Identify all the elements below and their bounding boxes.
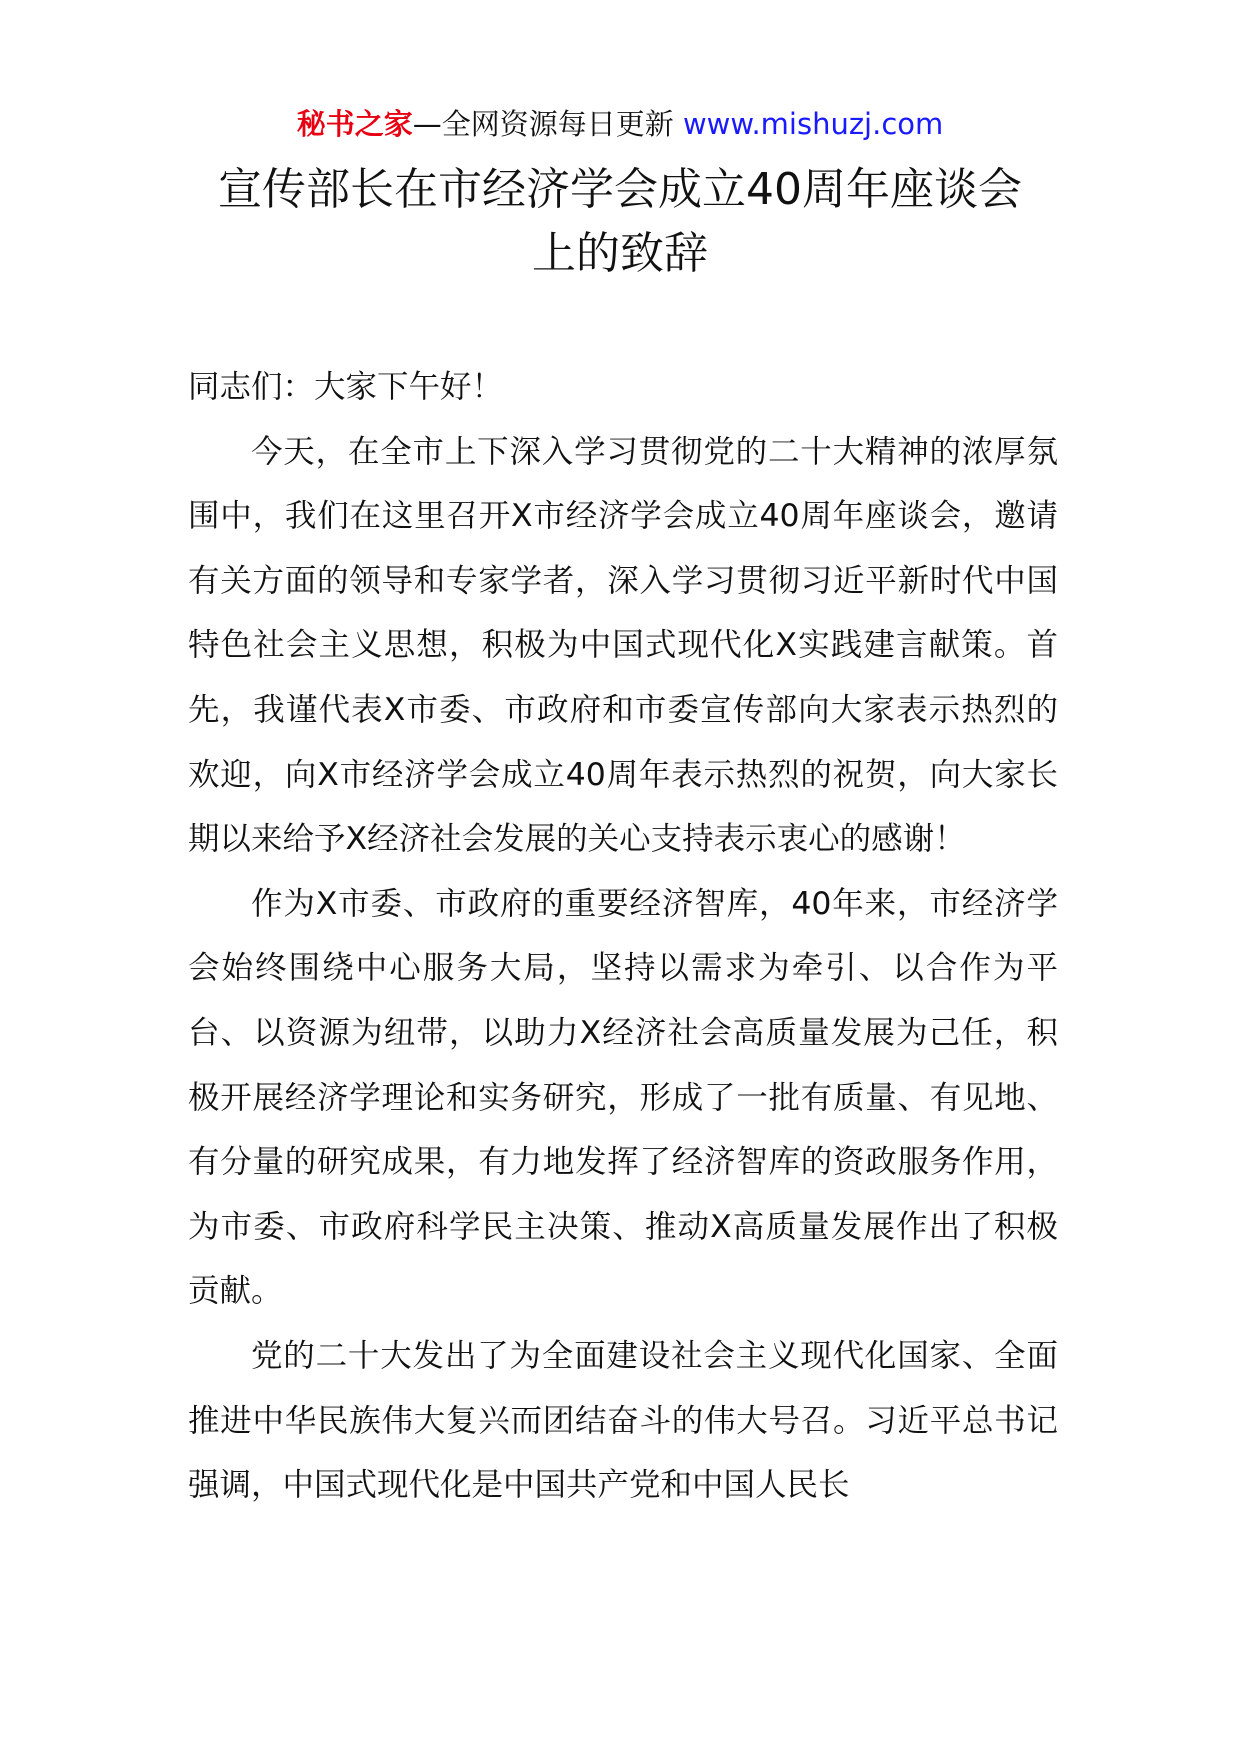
site-header [0,100,1240,148]
greeting: 同志们：大家下午好！ [188,369,504,405]
paragraph-2: 作为X市委、市政府的重要经济智库，40年来，市经济学会始终围绕中心服务大局，坚持以需求为牵引、以合作为平台、以资源为纽带，以助力X经济社会高质量发展为己任，积极开展经济学理论和实务研究，形成了一批有质量、有见地、有分量的研究成果，有力地发挥了经济智库的资政服务作用，为市委、市政府科学民主决策、推动X高质量发展作出了积极贡献。 [188,885,1058,1310]
site-brand: 秘书之家 [296,107,413,141]
paragraph-3: 党的二十大发出了为全面建设社会主义现代化国家、全面推进中华民族伟大复兴而团结奋斗的伟大号召。习近平总书记强调，中国式现代化是中国共产党和中国人民长 [188,1337,1058,1504]
document-body [188,355,1058,1518]
site-url-link[interactable]: www.mishuzj.com [682,107,944,141]
site-slogan: —全网资源每日更新 [412,107,674,141]
paragraph-1: 今天，在全市上下深入学习贯彻党的二十大精神的浓厚氛围中，我们在这里召开X市经济学会成立40周年座谈会，邀请有关方面的领导和专家学者，深入学习贯彻习近平新时代中国特色社会主义思想，积极为中国式现代化X实践建言献策。首先，我谨代表X市委、市政府和市委宣传部向大家表示热烈的欢迎，向X市经济学会成立40周年表示热烈的祝贺，向大家长期以来给予X经济社会发展的关心支持表示衷心的感谢！ [188,433,1058,858]
document-title [170,158,1070,286]
document-title-line-1: 宣传部长在市经济学会成立40周年座谈会 [218,164,1022,215]
document-title-line-2: 上的致辞 [532,228,708,279]
